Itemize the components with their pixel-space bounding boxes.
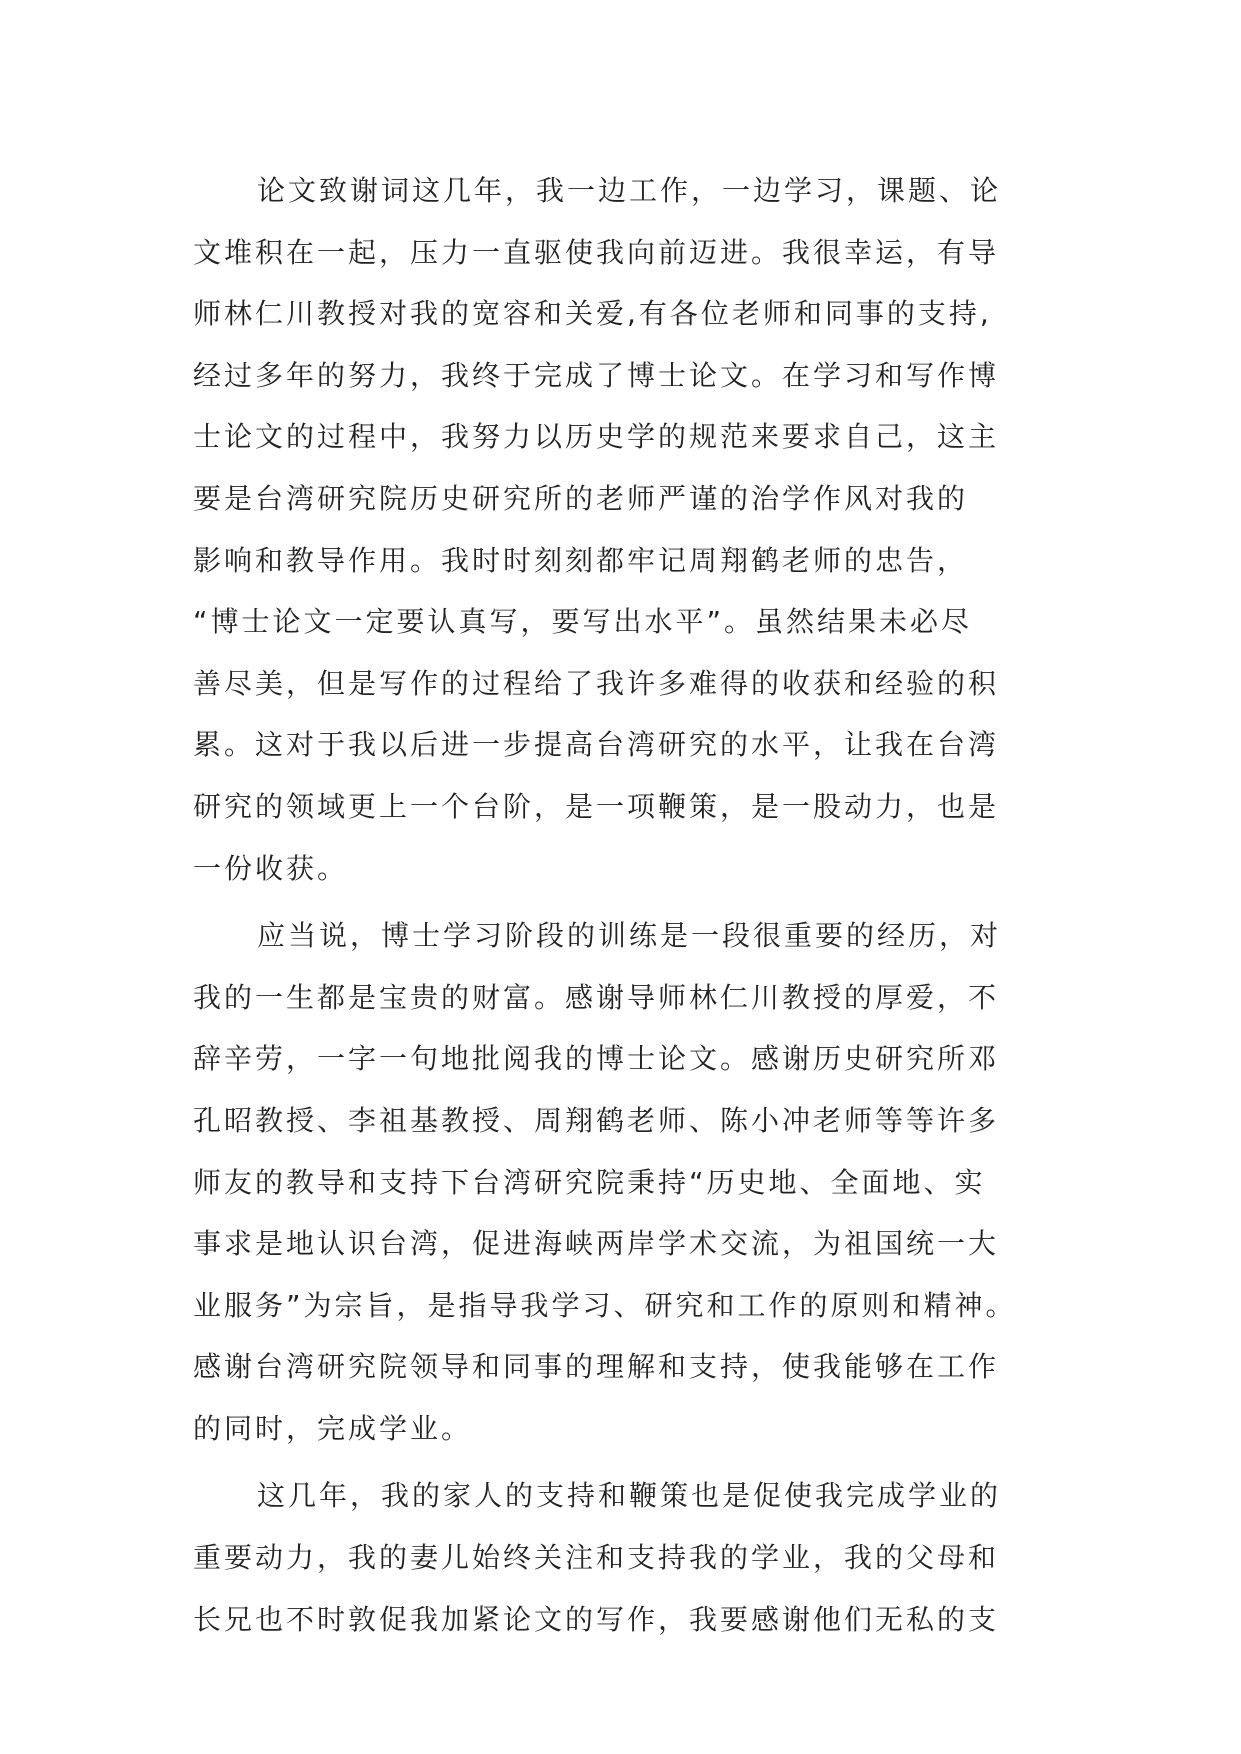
paragraph-1 bbox=[193, 160, 1093, 899]
text-line: 业服务”为宗旨，是指导我学习、研究和工作的原则和精神。 bbox=[193, 1288, 1017, 1322]
text-line: 这几年，我的家人的支持和鞭策也是促使我完成学业的 bbox=[257, 1479, 1002, 1513]
text-line: 善尽美，但是写作的过程给了我许多难得的收获和经验的积 bbox=[193, 666, 1000, 700]
text-line: 师友的教导和支持下台湾研究院秉持“历史地、全面地、实 bbox=[193, 1165, 986, 1199]
paragraph-2 bbox=[193, 905, 1093, 1459]
text-line: 文堆积在一起，压力一直驱使我向前迈进。我很幸运，有导 bbox=[193, 235, 1000, 269]
paragraph-3 bbox=[193, 1465, 1093, 1650]
text-line: 研究的领域更上一个台阶，是一项鞭策，是一股动力，也是 bbox=[193, 789, 1000, 823]
text-line: 影响和教导作用。我时时刻刻都牢记周翔鹤老师的忠告， bbox=[193, 543, 969, 577]
text-line: 重要动力，我的妻儿始终关注和支持我的学业，我的父母和 bbox=[193, 1541, 1000, 1575]
text-line: 累。这对于我以后进一步提高台湾研究的水平，让我在台湾 bbox=[193, 728, 1000, 762]
text-line: 论文致谢词这几年，我一边工作，一边学习，课题、论 bbox=[257, 174, 1002, 207]
text-line: 感谢台湾研究院领导和同事的理解和支持，使我能够在工作 bbox=[193, 1350, 1000, 1384]
text-line: 长兄也不时敦促我加紧论文的写作，我要感谢他们无私的支 bbox=[193, 1602, 1000, 1636]
text-line: 我的一生都是宝贵的财富。感谢导师林仁川教授的厚爱，不 bbox=[193, 980, 1000, 1014]
text-line: 孔昭教授、李祖基教授、周翔鹤老师、陈小冲老师等等许多 bbox=[193, 1103, 1000, 1137]
text-line: 辞辛劳，一字一句地批阅我的博士论文。感谢历史研究所邓 bbox=[193, 1042, 1000, 1076]
document-body bbox=[193, 160, 1093, 1650]
text-line: “博士论文一定要认真写，要写出水平”。虽然结果未必尽 bbox=[193, 605, 973, 639]
text-line: 一份收获。 bbox=[193, 851, 349, 885]
text-line: 应当说，博士学习阶段的训练是一段很重要的经历，对 bbox=[257, 919, 1002, 953]
text-line: 士论文的过程中，我努力以历史学的规范来要求自己，这主 bbox=[193, 420, 1000, 454]
text-line: 要是台湾研究院历史研究所的老师严谨的治学作风对我的 bbox=[193, 481, 969, 515]
text-line: 事求是地认识台湾，促进海峡两岸学术交流，为祖国统一大 bbox=[193, 1227, 1000, 1261]
text-line: 师林仁川教授对我的宽容和关爱,有各位老师和同事的支持, bbox=[193, 297, 992, 331]
text-line: 的同时，完成学业。 bbox=[193, 1411, 473, 1445]
text-line: 经过多年的努力，我终于完成了博士论文。在学习和写作博 bbox=[193, 358, 1000, 392]
